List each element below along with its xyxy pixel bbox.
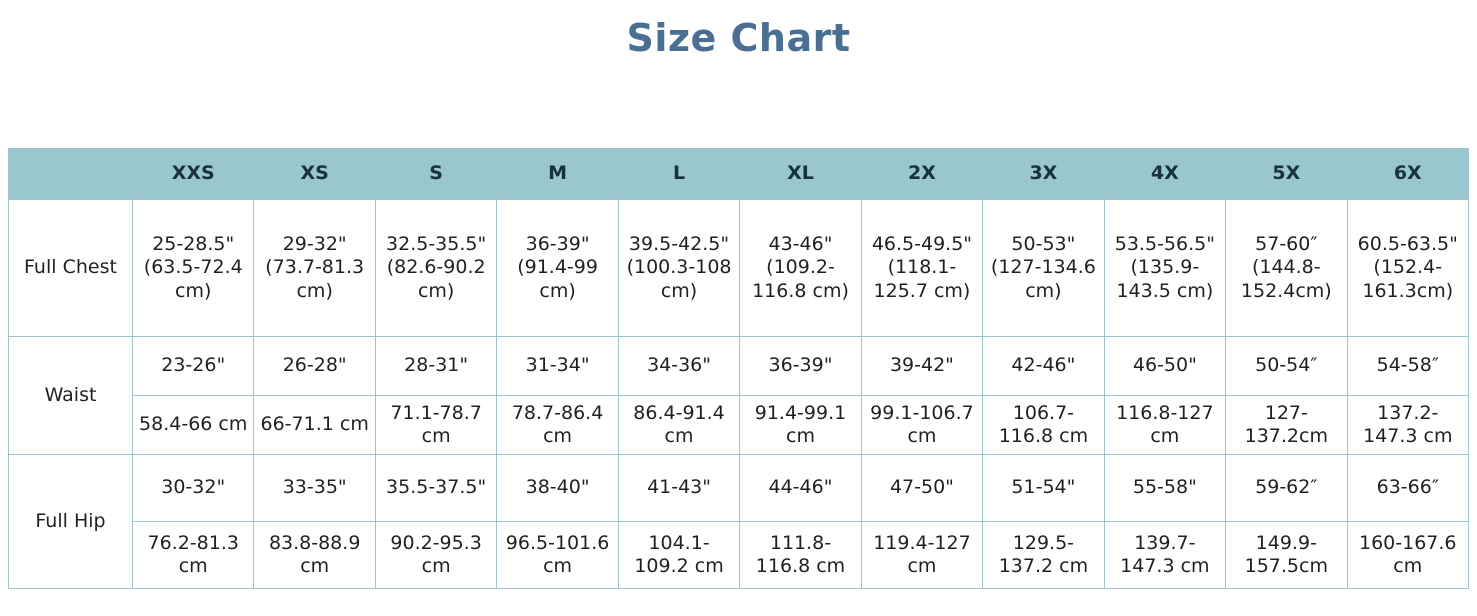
cell-full-hip-in-6x: 63-66″ [1347, 455, 1468, 522]
cell-waist-cm-4x: 116.8-127 cm [1104, 396, 1225, 455]
cell-full-hip-in-5x: 59-62″ [1226, 455, 1347, 522]
table-header-row [9, 149, 1469, 200]
cell-full-hip-in-l: 41-43" [618, 455, 739, 522]
cell-full-chest-2x: 46.5-49.5" (118.1-125.7 cm) [861, 200, 982, 337]
cell-waist-in-3x: 42-46" [983, 337, 1104, 396]
column-header-6x: 6X [1347, 149, 1468, 200]
cell-waist-in-xl: 36-39" [740, 337, 861, 396]
cell-waist-cm-2x: 99.1-106.7 cm [861, 396, 982, 455]
cell-waist-cm-5x: 127-137.2cm [1226, 396, 1347, 455]
cell-full-chest-xxs: 25-28.5" (63.5-72.4 cm) [133, 200, 254, 337]
column-header-5x: 5X [1226, 149, 1347, 200]
cell-full-hip-in-4x: 55-58" [1104, 455, 1225, 522]
cell-waist-cm-6x: 137.2-147.3 cm [1347, 396, 1468, 455]
cell-waist-cm-xs: 66-71.1 cm [254, 396, 375, 455]
cell-full-hip-cm-l: 104.1-109.2 cm [618, 522, 739, 589]
cell-full-hip-cm-m: 96.5-101.6 cm [497, 522, 618, 589]
cell-full-hip-in-3x: 51-54" [983, 455, 1104, 522]
cell-waist-in-xxs: 23-26" [133, 337, 254, 396]
row-label-full-hip: Full Hip [9, 455, 133, 589]
cell-full-hip-cm-2x: 119.4-127 cm [861, 522, 982, 589]
column-header-xxs: XXS [133, 149, 254, 200]
table-corner-cell [9, 149, 133, 200]
cell-full-hip-in-m: 38-40" [497, 455, 618, 522]
column-header-s: S [375, 149, 496, 200]
row-label-full-chest: Full Chest [9, 200, 133, 337]
cell-full-hip-cm-xl: 111.8-116.8 cm [740, 522, 861, 589]
cell-full-hip-cm-6x: 160-167.6 cm [1347, 522, 1468, 589]
table-row [9, 455, 1469, 522]
cell-waist-in-4x: 46-50" [1104, 337, 1225, 396]
cell-full-hip-in-xxs: 30-32" [133, 455, 254, 522]
cell-full-chest-m: 36-39" (91.4-99 cm) [497, 200, 618, 337]
cell-waist-cm-xxs: 58.4-66 cm [133, 396, 254, 455]
cell-waist-in-2x: 39-42" [861, 337, 982, 396]
cell-waist-cm-l: 86.4-91.4 cm [618, 396, 739, 455]
cell-full-hip-cm-xs: 83.8-88.9 cm [254, 522, 375, 589]
cell-full-chest-xl: 43-46" (109.2-116.8 cm) [740, 200, 861, 337]
cell-full-hip-in-xs: 33-35" [254, 455, 375, 522]
cell-waist-in-l: 34-36" [618, 337, 739, 396]
cell-full-chest-6x: 60.5-63.5" (152.4-161.3cm) [1347, 200, 1468, 337]
column-header-xs: XS [254, 149, 375, 200]
cell-full-hip-cm-3x: 129.5-137.2 cm [983, 522, 1104, 589]
cell-full-hip-in-xl: 44-46" [740, 455, 861, 522]
row-label-waist: Waist [9, 337, 133, 455]
column-header-m: M [497, 149, 618, 200]
cell-full-hip-cm-4x: 139.7-147.3 cm [1104, 522, 1225, 589]
cell-full-hip-cm-xxs: 76.2-81.3 cm [133, 522, 254, 589]
size-chart-page [0, 12, 1477, 616]
column-header-4x: 4X [1104, 149, 1225, 200]
table-row [9, 200, 1469, 337]
cell-waist-cm-xl: 91.4-99.1 cm [740, 396, 861, 455]
cell-waist-cm-s: 71.1-78.7 cm [375, 396, 496, 455]
table-header [9, 149, 1469, 200]
cell-full-chest-xs: 29-32" (73.7-81.3 cm) [254, 200, 375, 337]
column-header-xl: XL [740, 149, 861, 200]
cell-full-chest-4x: 53.5-56.5" (135.9-143.5 cm) [1104, 200, 1225, 337]
cell-full-hip-in-s: 35.5-37.5" [375, 455, 496, 522]
cell-waist-in-6x: 54-58″ [1347, 337, 1468, 396]
column-header-2x: 2X [861, 149, 982, 200]
table-row [9, 522, 1469, 589]
cell-waist-cm-3x: 106.7-116.8 cm [983, 396, 1104, 455]
cell-full-hip-cm-5x: 149.9-157.5cm [1226, 522, 1347, 589]
cell-full-hip-in-2x: 47-50" [861, 455, 982, 522]
cell-full-chest-l: 39.5-42.5" (100.3-108 cm) [618, 200, 739, 337]
cell-waist-cm-m: 78.7-86.4 cm [497, 396, 618, 455]
cell-full-chest-s: 32.5-35.5" (82.6-90.2 cm) [375, 200, 496, 337]
cell-waist-in-m: 31-34" [497, 337, 618, 396]
column-header-3x: 3X [983, 149, 1104, 200]
table-row [9, 337, 1469, 396]
table-body [9, 200, 1469, 589]
size-chart-table-wrapper [8, 148, 1469, 589]
column-header-l: L [618, 149, 739, 200]
cell-waist-in-xs: 26-28" [254, 337, 375, 396]
cell-waist-in-s: 28-31" [375, 337, 496, 396]
cell-full-hip-cm-s: 90.2-95.3 cm [375, 522, 496, 589]
cell-full-chest-3x: 50-53" (127-134.6 cm) [983, 200, 1104, 337]
cell-waist-in-5x: 50-54″ [1226, 337, 1347, 396]
table-row [9, 396, 1469, 455]
page-title: Size Chart [626, 16, 851, 60]
size-chart-table [8, 148, 1469, 589]
cell-full-chest-5x: 57-60″ (144.8-152.4cm) [1226, 200, 1347, 337]
